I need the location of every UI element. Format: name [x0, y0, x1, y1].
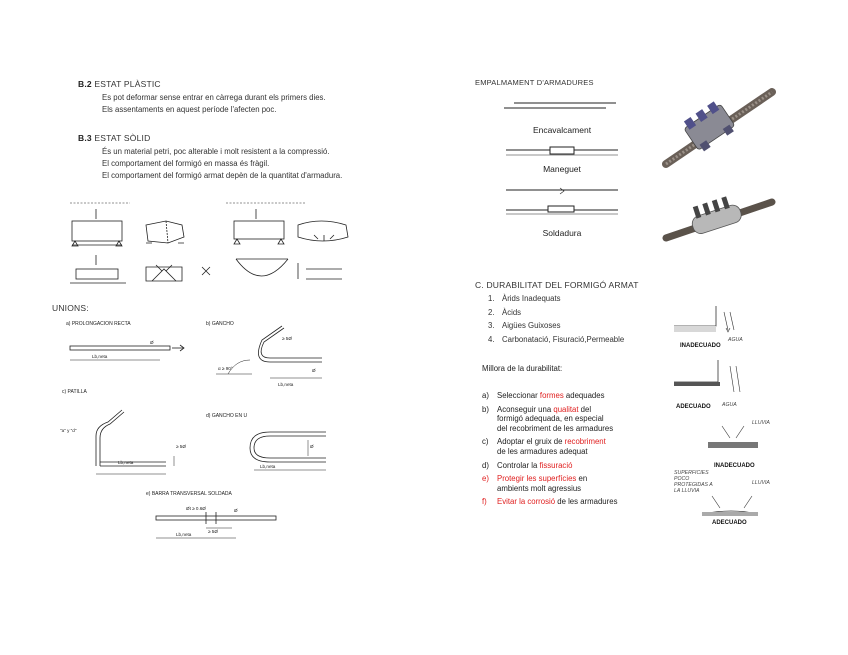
list-item: 2. Àcids	[488, 307, 522, 317]
detail-note: SUPERFICIES POCO PROTEGIDAS A LA LLUVIA	[674, 470, 713, 494]
anchor-a-title: a) PROLONGACION RECTA	[66, 321, 131, 327]
section-plastic-heading	[78, 79, 161, 89]
bolted-coupler-image	[662, 188, 776, 246]
list-item: 1. Àrids Inadequats	[488, 294, 561, 303]
unions-label: UNIONS:	[52, 303, 89, 313]
dim-phi-e: Ø	[234, 508, 238, 513]
detail-agua-1: AGUA	[728, 337, 743, 343]
dim-hook-b: ≥ 5Ø	[282, 336, 292, 341]
improvement-item-c: c) Adoptar el gruix de recobriment de les armadures adequat	[482, 437, 606, 456]
durability-title: C. DURABILITAT DEL FORMIGÓ ARMAT	[475, 280, 639, 290]
improvement-item-f: f) Evitar la corrosió de les armadures	[482, 497, 618, 507]
dim-angle-b: α ≥ 90°	[218, 366, 233, 371]
dim-c: ≥ 5Ø	[176, 444, 186, 449]
improvement-item-d: d) Controlar la fissuració	[482, 460, 573, 470]
durability-details-diagram	[672, 300, 780, 532]
mechanical-coupler-image	[662, 84, 776, 170]
note-c: "a" y "d"	[60, 428, 77, 433]
detail-adecuado-1: ADECUADO	[676, 404, 711, 410]
list-item: 4. Carbonatació, Fisuració,Permeable	[488, 334, 625, 344]
paragraph-line: Els assentaments en aquest període l'afecten poc.	[102, 105, 277, 114]
splice-title: EMPALMAMENT D'ARMADURES	[475, 78, 594, 87]
dim-phi-a: Ø	[150, 340, 154, 345]
detail-lluvia-2: LLUVIA	[752, 480, 770, 486]
durability-causes-list	[488, 292, 624, 346]
beam-behaviour-diagram	[66, 197, 366, 289]
paragraph-line: És un material petri, poc alterable i molt resistent a la compressió.	[102, 147, 330, 156]
improvement-list	[482, 391, 652, 507]
dim-lbneta-e: Lb,neta	[176, 532, 192, 537]
improve-title: Millora de la durabilitat:	[482, 364, 563, 373]
dim-lbneta-a: Lb,neta	[92, 354, 108, 359]
paragraph-line: Es pot deformar sense entrar en càrrega durant els primers dies.	[102, 93, 326, 102]
dim-lbneta-c: Lb,neta	[118, 460, 134, 465]
dim-lbneta-d: Lb,neta	[260, 464, 276, 469]
section-number: B.3	[78, 133, 92, 143]
section-number: B.2	[78, 79, 92, 89]
detail-agua-2: AGUA	[722, 402, 737, 408]
list-item: 3. Aigües Guixoses	[488, 321, 561, 330]
dim-e2: ≥ 5Ø	[208, 529, 218, 534]
section-solid-heading	[78, 133, 150, 143]
dim-phi-d: Ø	[310, 444, 314, 449]
dim-e1: Øt ≥ 0.6Ø	[186, 506, 206, 511]
solid-description	[102, 146, 342, 182]
section-title: ESTAT SÒLID	[94, 133, 151, 143]
paragraph-line: El comportament del formigó en massa és fràgil.	[102, 159, 270, 168]
paragraph-line: El comportament del formigó armat depèn de la quantitat d'armadura.	[102, 171, 343, 180]
splice-sleeve-label: Maneguet	[543, 164, 581, 174]
detail-adecuado-2: ADECUADO	[712, 520, 747, 526]
anchor-e-title: e) BARRA TRANSVERSAL SOLDADA	[146, 491, 232, 497]
anchorage-diagram	[56, 316, 356, 544]
splice-overlap-label: Encavalcament	[532, 125, 592, 135]
detail-inadecuado-2: INADECUADO	[714, 463, 755, 469]
improvement-item-b: b) Aconseguir una qualitat del formigó adequada, en especial del recobriment de les armadures	[482, 404, 614, 433]
plastic-description	[102, 92, 326, 116]
anchor-b-title: b) GANCHO	[206, 321, 234, 327]
section-title: ESTAT PLÀSTIC	[94, 79, 161, 89]
anchor-d-title: d) GANCHO EN U	[206, 413, 248, 419]
splice-weld-label: Soldadura	[542, 228, 582, 238]
detail-lluvia-1: LLUVIA	[752, 420, 770, 426]
anchor-c-title: c) PATILLA	[62, 389, 87, 395]
dim-phi-b: Ø	[312, 368, 316, 373]
improvement-item-a: a) Seleccionar formes adequades	[482, 391, 605, 400]
dim-lbneta-b: Lb,neta	[278, 382, 294, 387]
improvement-item-e: e) Protegir les superfícies en ambients molt agressius	[482, 474, 588, 493]
detail-inadecuado-1: INADECUADO	[680, 343, 721, 349]
